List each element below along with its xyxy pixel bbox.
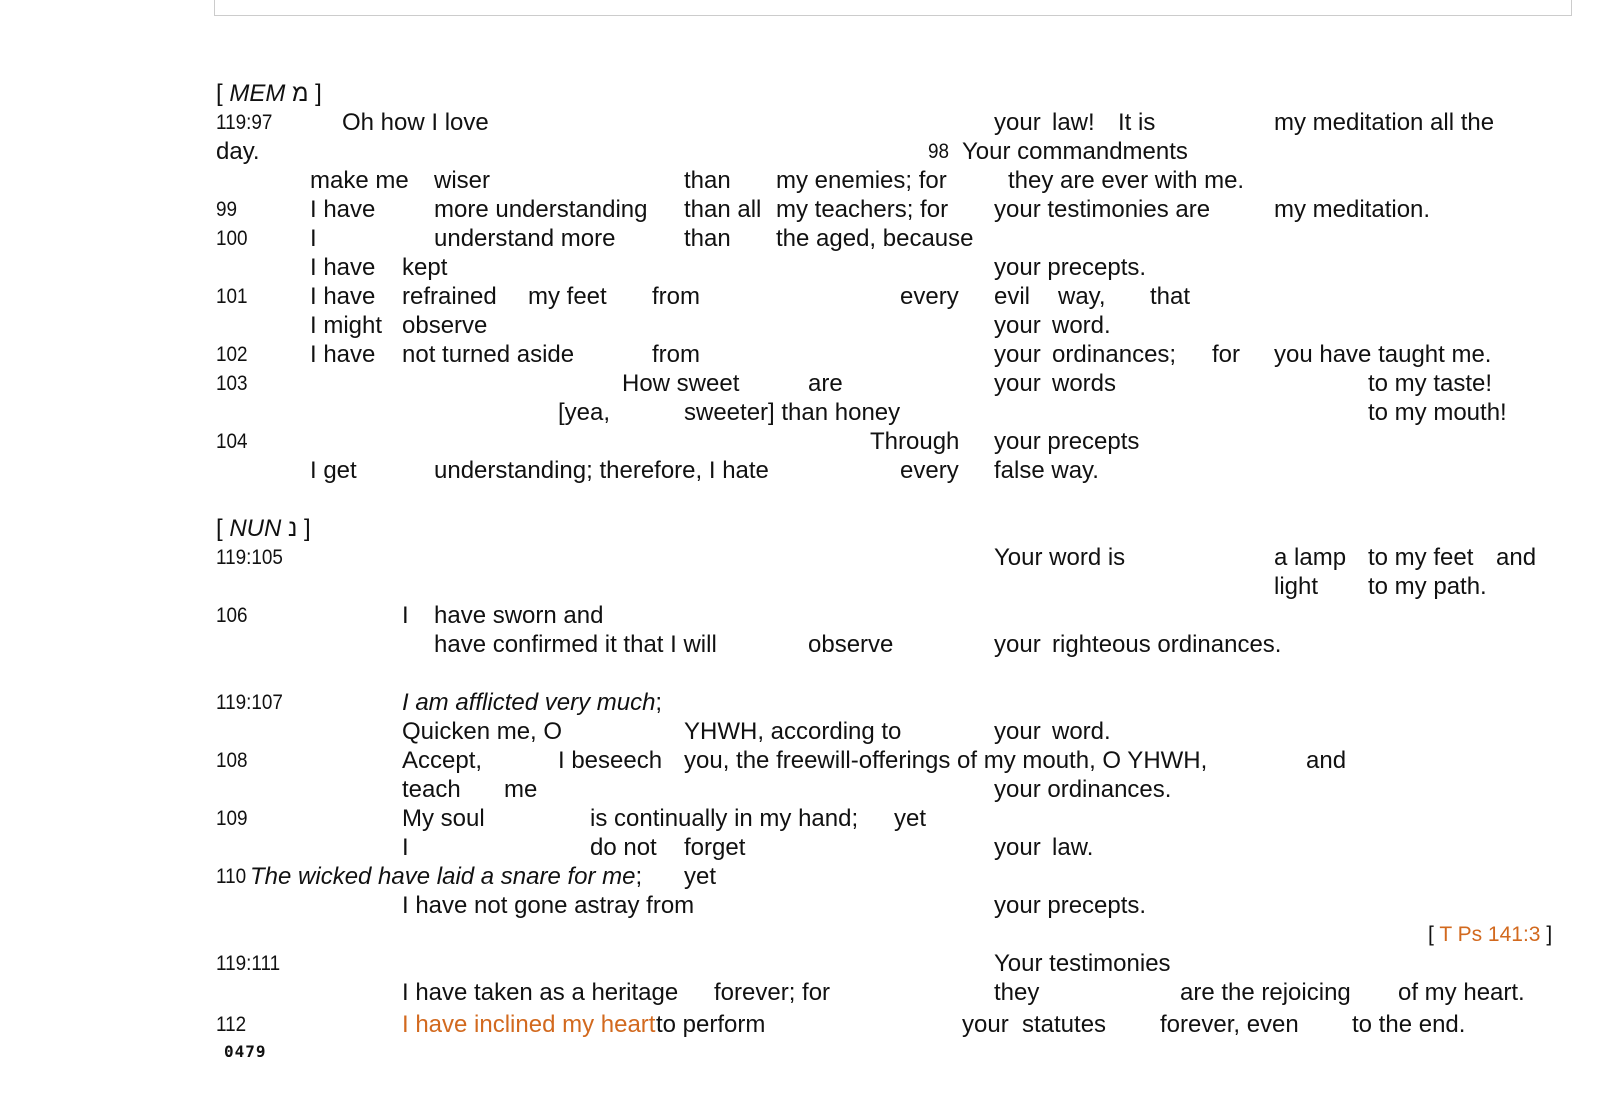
verse-text: are: [808, 370, 843, 397]
verse-text: Oh how I love: [342, 109, 489, 136]
verse-text: your: [994, 834, 1041, 861]
verse-text: understanding; therefore, I hate: [434, 457, 769, 484]
verse-ref: 108: [216, 749, 248, 772]
punctuation: ;: [655, 689, 663, 716]
verse-text: to my mouth!: [1368, 399, 1507, 426]
verse-text: forever, even: [1160, 1011, 1299, 1038]
verse-text: more understanding: [434, 196, 648, 223]
verse-text: every: [900, 457, 959, 484]
verse-text: law.: [1052, 834, 1094, 861]
verse-ref: 102: [216, 343, 248, 366]
punctuation: ;: [635, 863, 643, 890]
verse-ref: 109: [216, 807, 248, 830]
verse-text: your testimonies are: [994, 196, 1211, 223]
heading-name: MEM: [229, 80, 286, 107]
verse-text: Your commandments: [962, 138, 1188, 165]
verse-text: and: [1306, 747, 1347, 774]
verse-text: your: [994, 312, 1041, 339]
verse-text: I have not gone astray from: [402, 892, 695, 919]
verse-text: they are ever with me.: [1008, 167, 1245, 194]
verse-text: to my path.: [1368, 573, 1487, 600]
verse-text: I: [310, 225, 317, 252]
verse-text: I beseech: [558, 747, 663, 774]
verse-text: I have: [310, 283, 376, 310]
verse-text: false way.: [994, 457, 1099, 484]
verse-text: kept: [402, 254, 448, 281]
verse-text: I: [402, 834, 409, 861]
verse-text: refrained: [402, 283, 497, 310]
page-number: 0479: [224, 1042, 267, 1061]
section-heading-nun: [ NUN נ ]: [216, 515, 311, 542]
verse-text: law!: [1052, 109, 1095, 136]
verse-ref: 99: [216, 198, 238, 221]
heading-name: NUN: [229, 515, 282, 542]
verse-text: [250, 863, 642, 891]
verse-text: from: [652, 341, 700, 368]
verse-text: you have taught me.: [1274, 341, 1492, 368]
verse-text: my meditation.: [1274, 196, 1431, 223]
verse-text: [402, 689, 662, 717]
verse-text: Through: [870, 428, 960, 455]
verse-text: righteous ordinances.: [1052, 631, 1282, 658]
verse-text: to the end.: [1352, 1011, 1466, 1038]
verse-text: day.: [216, 138, 260, 165]
verse-text: evil: [994, 283, 1031, 310]
verse-ref: 110: [216, 865, 247, 888]
verse-text: forever; for: [714, 979, 831, 1006]
verse-text: your precepts.: [994, 892, 1147, 919]
verse-text: my feet: [528, 283, 607, 310]
verse-text: a lamp: [1274, 544, 1347, 571]
verse-text: to perform: [656, 1011, 766, 1038]
verse-text: my meditation all the: [1274, 109, 1495, 136]
bracket: ]: [1546, 923, 1553, 946]
verse-text: ordinances;: [1052, 341, 1177, 368]
verse-ref: 100: [216, 227, 248, 250]
verse-text: Quicken me, O: [402, 718, 563, 745]
highlighted-verse-text[interactable]: I have inclined my heart: [402, 1011, 656, 1038]
verse-ref: 104: [216, 430, 248, 453]
hebrew-letter: נ: [288, 515, 298, 542]
verse-ref: 103: [216, 372, 248, 395]
verse-text: every: [900, 283, 959, 310]
verse-text: [yea,: [558, 399, 611, 426]
verse-text: my teachers; for: [776, 196, 949, 223]
verse-text: of my heart.: [1398, 979, 1525, 1006]
verse-text: I have taken as a heritage: [402, 979, 679, 1006]
section-heading-mem: [ MEM מ ]: [216, 80, 322, 107]
verse-text: words: [1052, 370, 1117, 397]
verse-text: I have: [310, 341, 376, 368]
verse-text: your: [994, 370, 1041, 397]
verse-text: word.: [1052, 312, 1111, 339]
verse-ref: 119:111: [216, 952, 281, 975]
verse-text: teach: [402, 776, 461, 803]
verse-text: me: [504, 776, 538, 803]
verse-text: your: [994, 109, 1041, 136]
verse-text: have sworn and: [434, 602, 604, 629]
verse-text: your precepts.: [994, 254, 1147, 281]
verse-text: wiser: [434, 167, 491, 194]
top-frame-box: [214, 0, 1572, 16]
verse-text: sweeter] than honey: [684, 399, 901, 426]
verse-text: that: [1150, 283, 1191, 310]
verse-text: I have: [310, 254, 376, 281]
italic-text: The wicked have laid a snare for me: [250, 863, 636, 890]
verse-text: Your word is: [994, 544, 1126, 571]
verse-text: than all: [684, 196, 762, 223]
verse-text: your: [994, 718, 1041, 745]
verse-text: than: [684, 225, 731, 252]
verse-text: It is: [1118, 109, 1156, 136]
verse-text: do not: [590, 834, 657, 861]
bracket: [: [1428, 923, 1434, 946]
verse-ref: 119:105: [216, 546, 283, 569]
verse-text: My soul: [402, 805, 485, 832]
verse-text: make me: [310, 167, 409, 194]
verse-text: Your testimonies: [994, 950, 1171, 977]
verse-ref: 98: [928, 140, 950, 163]
verse-text: they: [994, 979, 1040, 1006]
verse-text: word.: [1052, 718, 1111, 745]
verse-text: you, the freewill-offerings of my mouth, O YHWH,: [684, 747, 1208, 774]
verse-text: way,: [1058, 283, 1106, 310]
verse-text: your: [994, 631, 1041, 658]
verse-ref: 101: [216, 285, 248, 308]
verse-text: not turned aside: [402, 341, 575, 368]
cross-reference-link[interactable]: T Ps 141:3: [1439, 923, 1541, 946]
verse-text: from: [652, 283, 700, 310]
verse-ref: 106: [216, 604, 248, 627]
verse-text: is continually in my hand;: [590, 805, 859, 832]
verse-text: yet: [894, 805, 927, 832]
verse-text: your: [994, 341, 1041, 368]
hebrew-letter: מ: [292, 80, 309, 107]
verse-text: to my taste!: [1368, 370, 1493, 397]
verse-ref: 112: [216, 1013, 247, 1036]
verse-text: observe: [808, 631, 894, 658]
verse-text: the aged, because: [776, 225, 974, 252]
verse-text: How sweet: [622, 370, 740, 397]
verse-text: your precepts: [994, 428, 1140, 455]
verse-text: have confirmed it that I will: [434, 631, 717, 658]
verse-text: forget: [684, 834, 746, 861]
verse-text: light: [1274, 573, 1319, 600]
verse-text: and: [1496, 544, 1537, 571]
verse-text: your: [962, 1011, 1009, 1038]
verse-text: Accept,: [402, 747, 483, 774]
verse-text: than: [684, 167, 731, 194]
verse-text: your ordinances.: [994, 776, 1172, 803]
verse-text: are the rejoicing: [1180, 979, 1351, 1006]
verse-text: yet: [684, 863, 717, 890]
cross-reference: [1428, 921, 1552, 949]
verse-ref: 119:107: [216, 691, 283, 714]
verse-ref: 119:97: [216, 111, 273, 134]
verse-text: observe: [402, 312, 488, 339]
italic-text: I am afflicted very much: [402, 689, 656, 716]
verse-text: statutes: [1022, 1011, 1107, 1038]
verse-text: to my feet: [1368, 544, 1474, 571]
verse-text: my enemies; for: [776, 167, 947, 194]
verse-text: I have: [310, 196, 376, 223]
verse-text: understand more: [434, 225, 616, 252]
verse-text: I: [402, 602, 409, 629]
verse-text: I get: [310, 457, 357, 484]
verse-text: I might: [310, 312, 383, 339]
verse-text: YHWH, according to: [684, 718, 902, 745]
verse-text: for: [1212, 341, 1241, 368]
